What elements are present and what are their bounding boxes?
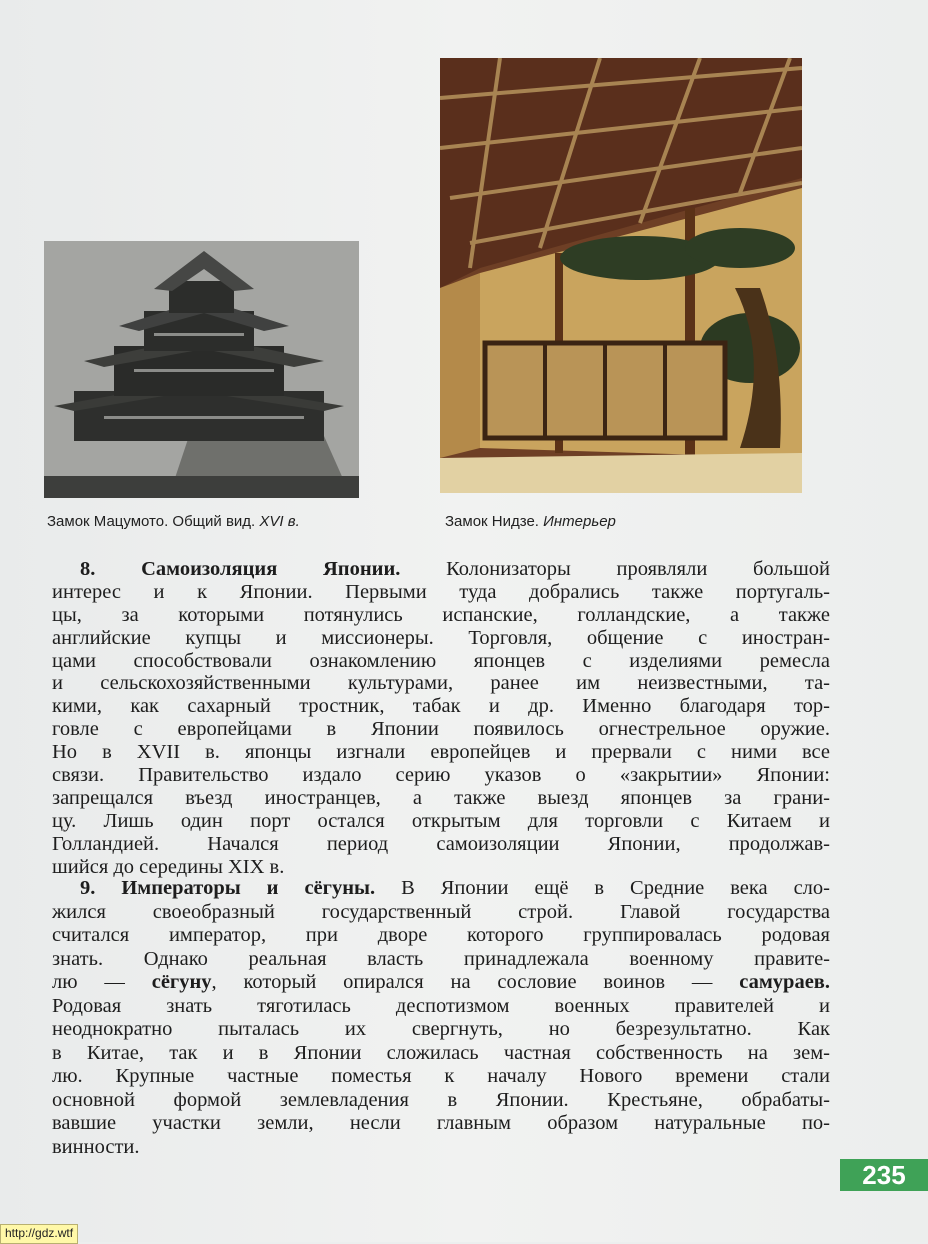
- text-line: [52, 1089, 830, 1113]
- text-line: [52, 581, 830, 604]
- text-line: [52, 718, 830, 741]
- text-segment: жился своеобразный государственный строй. Главой государства: [52, 900, 830, 923]
- text-segment: Но в XVII в. японцы изгнали европейцев и прервали с ними все: [52, 741, 830, 764]
- text-segment: вавшие участки земли, несли главным образом натуральные по-: [52, 1112, 830, 1134]
- text-segment: говле с европейцами в Японии появилось огнестрельное оружие.: [52, 718, 830, 741]
- text-line: [52, 627, 830, 650]
- bold-term: 9. Императоры и сёгуны.: [80, 877, 376, 899]
- castle-photo-caption: [47, 513, 300, 530]
- section-8-paragraph: [52, 558, 830, 878]
- text-segment: шийся до середины XIX в.: [52, 855, 285, 878]
- caption-text: Замок Нидзе.: [445, 513, 539, 530]
- text-line: [52, 856, 830, 879]
- page-number: 235: [840, 1159, 928, 1191]
- text-line: [52, 971, 830, 995]
- text-line: [52, 877, 830, 901]
- bold-term: самураев.: [739, 971, 830, 993]
- text-line: [52, 787, 830, 810]
- text-segment: лю —: [52, 971, 152, 993]
- text-line: [52, 1042, 830, 1066]
- text-segment: , который опирался на сословие воинов —: [211, 971, 740, 993]
- text-line: [52, 741, 830, 764]
- text-line: [52, 833, 830, 856]
- watermark-link[interactable]: http://gdz.wtf: [0, 1224, 78, 1244]
- text-segment: цы, за которыми потянулись испанские, голландские, а также: [52, 603, 830, 626]
- text-segment: связи. Правительство издало серию указов о «закрытии» Японии:: [52, 764, 830, 787]
- text-segment: кими, как сахарный тростник, табак и др. Именно благодаря тор-: [52, 695, 830, 718]
- text-segment: винности.: [52, 1135, 140, 1158]
- text-segment: цами способствовали ознакомлению японцев с изделиями ремесла: [52, 649, 830, 672]
- text-line: [52, 1065, 830, 1089]
- caption-italic: Интерьер: [543, 513, 616, 530]
- text-line: [52, 1112, 830, 1136]
- text-segment: основной формой землевладения в Японии. Крестьяне, обрабаты-: [52, 1088, 830, 1111]
- text-segment: Голландией. Начался период самоизоляции Японии, продолжав-: [52, 832, 830, 855]
- text-line: [52, 995, 830, 1019]
- bold-term: 8. Самоизоляция Японии.: [80, 558, 401, 580]
- bold-term: сёгуну: [151, 971, 212, 993]
- text-segment: В Японии ещё в Средние века сло-: [375, 877, 830, 899]
- text-segment: запрещался въезд иностранцев, а также выезд японцев за грани-: [52, 786, 830, 809]
- interior-photo-caption: [445, 513, 616, 530]
- text-line: [52, 948, 830, 972]
- text-line: [52, 901, 830, 925]
- nijo-castle-interior-photo: [440, 58, 802, 493]
- text-line: [52, 695, 830, 718]
- section-9-paragraph: [52, 877, 830, 1159]
- text-line: [52, 810, 830, 833]
- text-line: [52, 672, 830, 695]
- text-segment: интерес и к Японии. Первыми туда добрались также португаль-: [52, 580, 830, 603]
- caption-text: Замок Мацумото. Общий вид.: [47, 513, 256, 530]
- matsumoto-castle-photo: [44, 241, 359, 498]
- text-line: [52, 1018, 830, 1042]
- text-segment: считался император, при дворе которого группировалась родовая: [52, 924, 830, 946]
- caption-italic: XVI в.: [259, 513, 300, 530]
- text-segment: английские купцы и миссионеры. Торговля, общение с иностран-: [52, 626, 830, 649]
- text-segment: знать. Однако реальная власть принадлежала военному правите-: [52, 947, 830, 970]
- text-line: [52, 604, 830, 627]
- castle-illustration: [44, 241, 359, 498]
- text-line: [52, 924, 830, 948]
- interior-illustration: [440, 58, 802, 493]
- text-segment: в Китае, так и в Японии сложилась частная собственность на зем-: [52, 1041, 830, 1064]
- text-line: [52, 1136, 830, 1160]
- text-line: [52, 764, 830, 787]
- text-line: [52, 558, 830, 581]
- text-segment: лю. Крупные частные поместья к началу Нового времени стали: [52, 1065, 830, 1087]
- text-segment: Родовая знать тяготилась деспотизмом военных правителей и: [52, 994, 830, 1017]
- text-segment: и сельскохозяйственными культурами, ранее им неизвестными, та-: [52, 672, 830, 695]
- text-segment: цу. Лишь один порт остался открытым для торговли с Китаем и: [52, 809, 830, 832]
- text-segment: Колонизаторы проявляли большой: [400, 558, 830, 580]
- text-segment: неоднократно пыталась их свергнуть, но безрезультатно. Как: [52, 1018, 830, 1040]
- text-line: [52, 650, 830, 673]
